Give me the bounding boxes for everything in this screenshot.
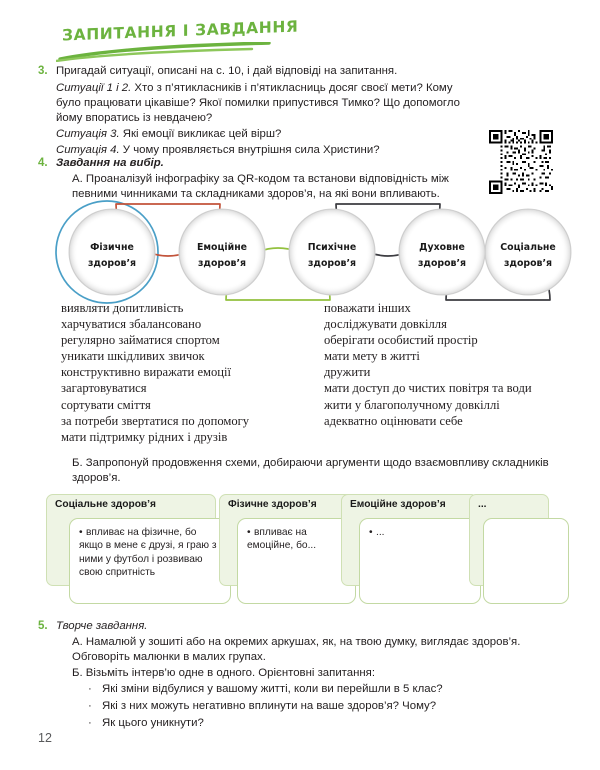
- ring-label-spiritual-line1: Духовне: [419, 242, 465, 253]
- page-title: ЗАПИТАННЯ І ЗАВДАННЯ: [62, 17, 299, 45]
- scheme-box-empty-content[interactable]: [483, 518, 569, 604]
- ring-label-physical-line1: Фізичне: [90, 242, 134, 253]
- factors-list-left: [61, 300, 326, 445]
- factor-item: досліджувати довкілля: [324, 317, 447, 332]
- factor-item: жити у благополучному довкіллі: [324, 397, 500, 412]
- task-5-question-3: [88, 716, 558, 731]
- situation-4-label: Ситуація 4.: [56, 144, 120, 156]
- task-4-sub-a: А. Проаналізуй інфографіку за QR-кодом та встанови відповідність між певними чинниками та складниками здоров’я, на які вони впливають.: [72, 173, 449, 201]
- factor-item: сортувати сміття: [61, 397, 151, 412]
- task-3-number: 3.: [38, 65, 48, 77]
- factor-item: адекватно оцінювати себе: [324, 413, 463, 428]
- bullet-marker: •: [79, 527, 83, 538]
- ring-label-physical-line2: здоров’я: [87, 258, 137, 269]
- task-5-question-1: [88, 682, 558, 697]
- task-5-question-3-text: Як цього уникнути?: [102, 717, 204, 729]
- task-4-lead: Завдання на вибір.: [56, 157, 164, 169]
- task-3-lead: Пригадай ситуації, описані на с. 10, і дай відповіді на запитання.: [56, 65, 398, 77]
- qr-code-image: [487, 130, 555, 194]
- task-5-sub-b: Б. Візьміть інтерв’ю одне в одного. Орієнтовні запитання:: [72, 667, 376, 679]
- factor-item: мати підтримку рідних і друзів: [61, 429, 228, 444]
- task-3-paragraph-1: [56, 81, 476, 127]
- bullet-marker: •: [369, 527, 373, 538]
- factor-item: оберігати особистий простір: [324, 333, 478, 348]
- ring-label-social-line2: здоров’я: [503, 258, 553, 269]
- scheme-box-emotional-bullet: ...: [376, 527, 385, 538]
- health-rings-svg: [30, 196, 575, 308]
- task-3-paragraph-2: [56, 127, 476, 142]
- factor-item: виявляти допитливість: [61, 301, 184, 315]
- factor-item: конструктивно виражати емоції: [61, 365, 232, 380]
- bullet-marker: •: [247, 527, 251, 538]
- task-4-sub-b: Б. Запропонуй продовження схеми, добираючи аргументи щодо взаємовпливу складників здоров’я.: [72, 457, 549, 485]
- factor-item: мати доступ до чистих повітря та води: [324, 381, 532, 396]
- section-banner: [56, 17, 299, 62]
- task-5-number: 5.: [38, 620, 48, 632]
- task-5-question-2-text: Які з них можуть негативно вплинути на ваше здоров’я? Чому?: [102, 700, 437, 712]
- task-4-number: 4.: [38, 157, 48, 169]
- factor-item: мати мету в житті: [324, 349, 420, 364]
- ring-label-spiritual-line2: здоров’я: [417, 258, 467, 269]
- situation-3-text: Які емоції викликає цей вірш?: [119, 128, 282, 140]
- situation-1-2-label: Ситуації 1 і 2.: [56, 82, 132, 94]
- factor-item: дружити: [324, 365, 371, 380]
- ring-label-psychic-line2: здоров’я: [307, 258, 357, 269]
- situation-3-label: Ситуація 3.: [56, 128, 120, 140]
- factor-item: за потреби звертатися по допомогу: [61, 413, 250, 428]
- bullet-marker: ·: [88, 700, 92, 712]
- bullet-marker: ·: [88, 717, 92, 729]
- factors-list-right: [324, 300, 574, 429]
- ring-label-social-line1: Соціальне: [500, 242, 556, 253]
- qr-code[interactable]: [487, 130, 555, 194]
- scheme-box-social-title: Соціальне здоров’я: [55, 499, 156, 510]
- ring-label-emotional-line1: Емоційне: [196, 242, 248, 253]
- scheme-box-physical-content[interactable]: [237, 518, 356, 604]
- factor-item: загартовуватися: [61, 381, 147, 396]
- health-components-diagram: [30, 196, 575, 308]
- scheme-box-emotional-content[interactable]: [359, 518, 481, 604]
- situation-4-text: У чому проявляється внутрішня сила Христини?: [119, 144, 380, 156]
- factor-item: регулярно займатися спортом: [61, 333, 220, 348]
- scheme-box-empty-title: ...: [478, 499, 487, 510]
- factor-item: поважати інших: [324, 301, 411, 315]
- scheme-box-social-bullet: впливає на фізичне, бо якщо в мене є друзі, я граю з ними у футбол і розвиваю свою спритність: [79, 527, 217, 579]
- factor-item: харчуватися збалансовано: [61, 317, 202, 332]
- task-5-sub-a: А. Намалюй у зошиті або на окремих аркушах, як, на твою думку, виглядає здоров’я. Обговоріть малюнки в малих групах.: [72, 636, 521, 664]
- factor-item: уникати шкідливих звичок: [61, 349, 205, 364]
- situation-1-2-text: Хто з п’ятикласників і п’ятикласниць досяг своєї мети? Кому було працювати цікавіше? Якої помилки припустився Тимко? Що допомогло йому впоратись із невдачею?: [56, 82, 460, 125]
- scheme-box-emotional-title: Емоційне здоров’я: [350, 499, 446, 510]
- scheme-box-social-content[interactable]: [69, 518, 231, 604]
- bullet-marker: ·: [88, 683, 92, 695]
- ring-label-emotional-line2: здоров’я: [197, 258, 247, 269]
- banner-underline-swoosh: [56, 42, 286, 62]
- scheme-boxes: [46, 494, 586, 606]
- ring-label-psychic-line1: Психічне: [307, 242, 357, 253]
- task-5-lead: Творче завдання.: [56, 620, 148, 632]
- scheme-box-physical-title: Фізичне здоров’я: [228, 499, 317, 510]
- task-5-question-2: [88, 699, 558, 714]
- scheme-box-physical-bullet: впливає на емоційне, бо...: [247, 527, 317, 552]
- task-5-question-1-text: Які зміни відбулися у вашому житті, коли ви перейшли в 5 клас?: [102, 683, 443, 695]
- page-number: 12: [38, 731, 52, 745]
